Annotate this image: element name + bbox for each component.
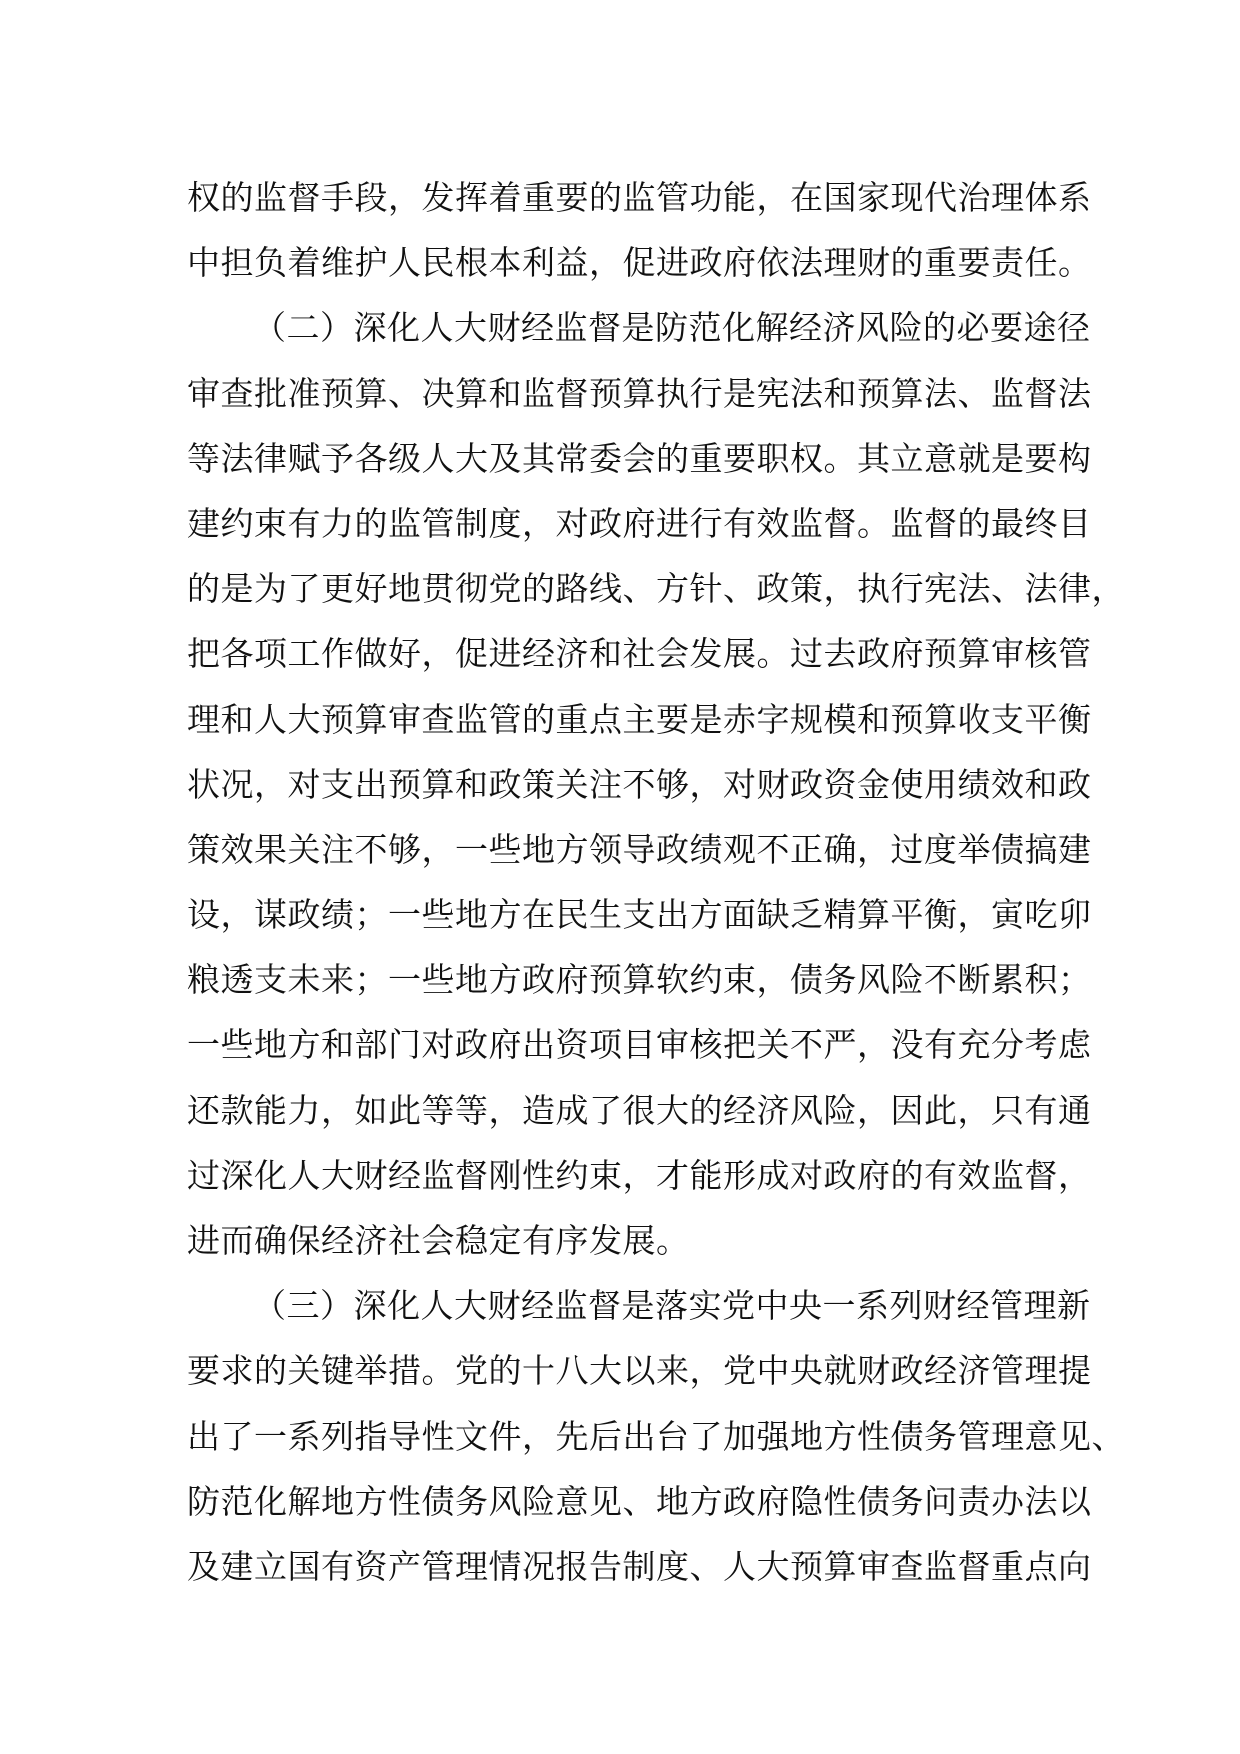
text-line: 状况，对支出预算和政策关注不够，对财政资金使用绩效和政 — [187, 764, 1092, 804]
text-line: 还款能力，如此等等，造成了很大的经济风险，因此，只有通 — [187, 1090, 1092, 1130]
text-line: 进而确保经济社会稳定有序发展。 — [187, 1221, 690, 1260]
text-line: 的是为了更好地贯彻党的路线、方针、政策，执行宪法、法律， — [187, 569, 1125, 609]
text-line: 过深化人大财经监督刚性约束，才能形成对政府的有效监督， — [187, 1155, 1092, 1195]
text-line: 粮透支未来；一些地方政府预算软约束，债务风险不断累积； — [187, 960, 1092, 1000]
section-heading: （三）深化人大财经监督是落实党中央一系列财经管理新 — [253, 1286, 1091, 1326]
text-line: 防范化解地方性债务风险意见、地方政府隐性债务问责办法以 — [187, 1481, 1092, 1521]
body-text — [187, 165, 1125, 1599]
text-line: 等法律赋予各级人大及其常委会的重要职权。其立意就是要构 — [187, 438, 1092, 478]
text-line: 要求的关键举措。党的十八大以来，党中央就财政经济管理提 — [187, 1351, 1092, 1391]
section-heading: （二）深化人大财经监督是防范化解经济风险的必要途径 — [253, 308, 1091, 348]
text-line: 把各项工作做好，促进经济和社会发展。过去政府预算审核管 — [187, 634, 1092, 674]
text-line: 审查批准预算、决算和监督预算执行是宪法和预算法、监督法 — [187, 373, 1092, 413]
text-line: 及建立国有资产管理情况报告制度、人大预算审查监督重点向 — [187, 1546, 1092, 1586]
text-line: 一些地方和部门对政府出资项目审核把关不严，没有充分考虑 — [187, 1025, 1092, 1065]
text-line: 策效果关注不够，一些地方领导政绩观不正确，过度举债搞建 — [187, 829, 1092, 869]
text-line: 权的监督手段，发挥着重要的监管功能，在国家现代治理体系 — [187, 178, 1092, 217]
text-line: 理和人大预算审查监管的重点主要是赤字规模和预算收支平衡 — [187, 699, 1092, 739]
text-line: 建约束有力的监管制度，对政府进行有效监督。监督的最终目 — [187, 503, 1092, 543]
text-line: 出了一系列指导性文件，先后出台了加强地方性债务管理意见、 — [187, 1416, 1125, 1456]
text-line: 设，谋政绩；一些地方在民生支出方面缺乏精算平衡，寅吃卯 — [187, 895, 1092, 935]
text-line: 中担负着维护人民根本利益，促进政府依法理财的重要责任。 — [187, 243, 1092, 283]
